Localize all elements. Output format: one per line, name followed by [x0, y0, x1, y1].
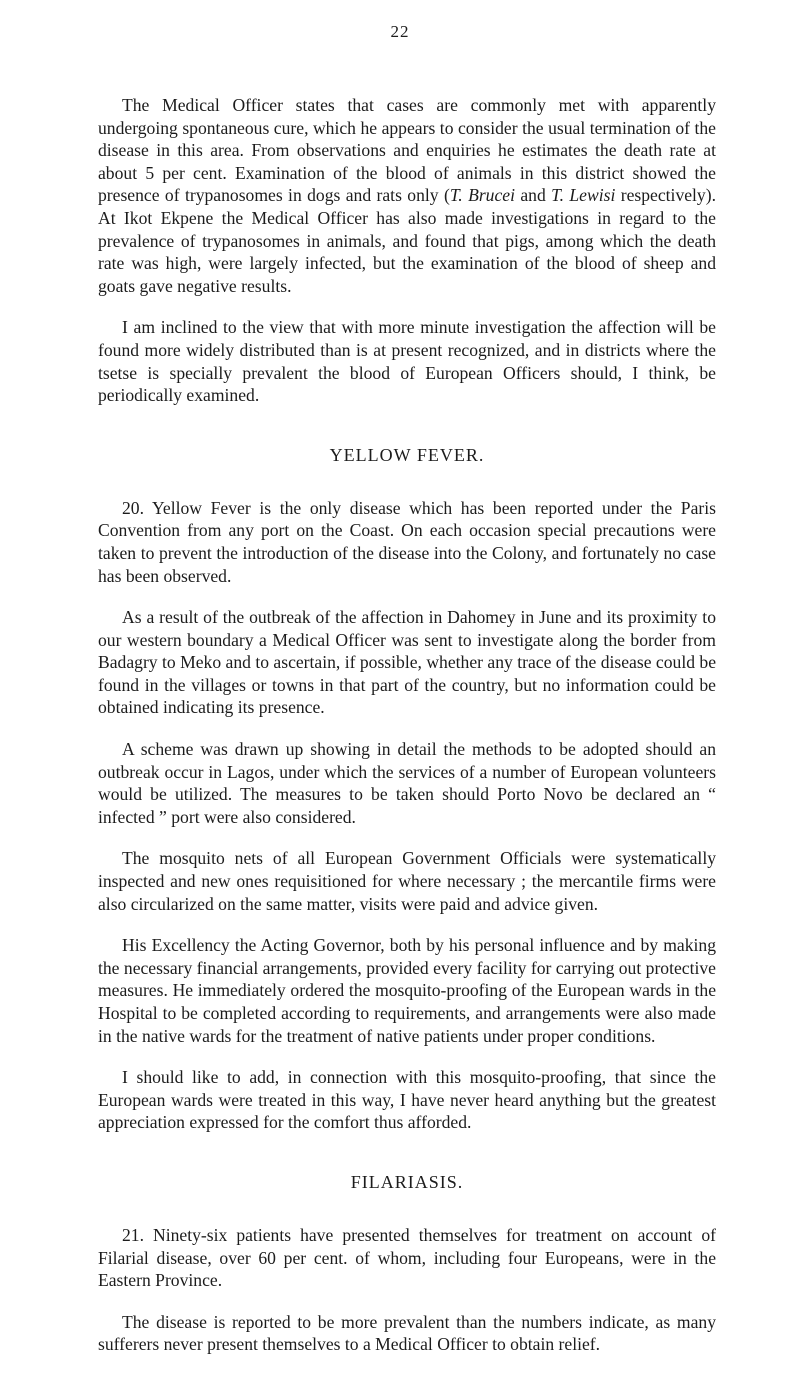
paragraph-trypanosomes-animals [98, 94, 716, 297]
paragraph-acting-governor: His Excellency the Acting Governor, both by his personal influence and by making the necessary financial arrangements, provided every facility for carrying out protective measures. He immediately ordered the mosquito-proofing of the European wards in the Hospital to be completed according to requirements, and arrangements were also made in the native wards for the treatment of native patients under proper conditions. [98, 935, 716, 1046]
species-name: T. Lewisi [551, 185, 616, 206]
heading-filariasis: FILARIASIS. [350, 1171, 464, 1192]
paragraph-mosquito-nets: The mosquito nets of all European Government Officials were systematically inspected and new ones requisitioned for where necessary ; the mercantile firms were also circularized on the same matter, visits were paid and advice given. [98, 848, 716, 914]
paragraph-text: and [514, 185, 552, 206]
paragraph-prevalence: The disease is reported to be more prevalent than the numbers indicate, as many sufferers never present themselves to a Medical Officer to obtain relief. [98, 1311, 716, 1355]
paragraph-scheme: A scheme was drawn up showing in detail the methods to be adopted should an outbreak occur in Lagos, under which the services of a number of European volunteers would be utilized. The measures to be taken should Porto Novo be declared an “ infected ” port were also considered. [98, 739, 716, 827]
paragraph-filariasis-21: 21. Ninety-six patients have presented themselves for treatment on account of Filarial disease, over 60 per cent. of whom, including four Europeans, were in the Eastern Province. [98, 1224, 716, 1291]
page-body [98, 94, 716, 1356]
paragraph-text: respectively). At Ikot Ekpene the Medical Officer has also made investigations in regard to the prevalence of trypanosomes in animals, and found that pigs, among which the death rate was high, were largely infected, but the examination of the blood of sheep and goats gave negative results. [98, 185, 716, 296]
paragraph-mosquito-proofing: I should like to add, in connection with this mosquito-proofing, that since the European wards were treated in this way, I have never heard anything but the greatest appreciation expressed for the comfort thus afforded. [98, 1067, 716, 1133]
page-number: 22 [390, 22, 410, 41]
paragraph-text: The Medical Officer states that cases are commonly met with apparently undergoing spontaneous cure, which he appears to consider the usual termination of the disease in this area. From observations and enquiries he estimates the death rate at about 5 per cent. Examination of the blood of animals in this district showed the presence of trypanosomes in dogs and rats only ( [98, 95, 716, 206]
paragraph-investigation: I am inclined to the view that with more minute investigation the affection will be found more widely distributed than is at present recognized, and in districts where the tsetse is specially prevalent the blood of European Officers should, I think, be periodically examined. [98, 317, 716, 406]
species-name: T. Brucei [449, 185, 515, 206]
paragraph-dahomey: As a result of the outbreak of the affection in Dahomey in June and its proximity to our western boundary a Medical Officer was sent to investigate along the border from Badagry to Meko and to ascertain, if possible, whether any trace of the disease could be found in the villages or towns in that part of the country, but no information could be obtained indicating its presence. [98, 607, 717, 718]
heading-yellow-fever: YELLOW FEVER. [329, 444, 485, 465]
paragraph-yellow-fever-20: 20. Yellow Fever is the only disease which has been reported under the Paris Convention from any port on the Coast. On each occasion special precautions were taken to prevent the introduction of the disease into the Colony, and fortunately no case has been observed. [98, 497, 716, 586]
